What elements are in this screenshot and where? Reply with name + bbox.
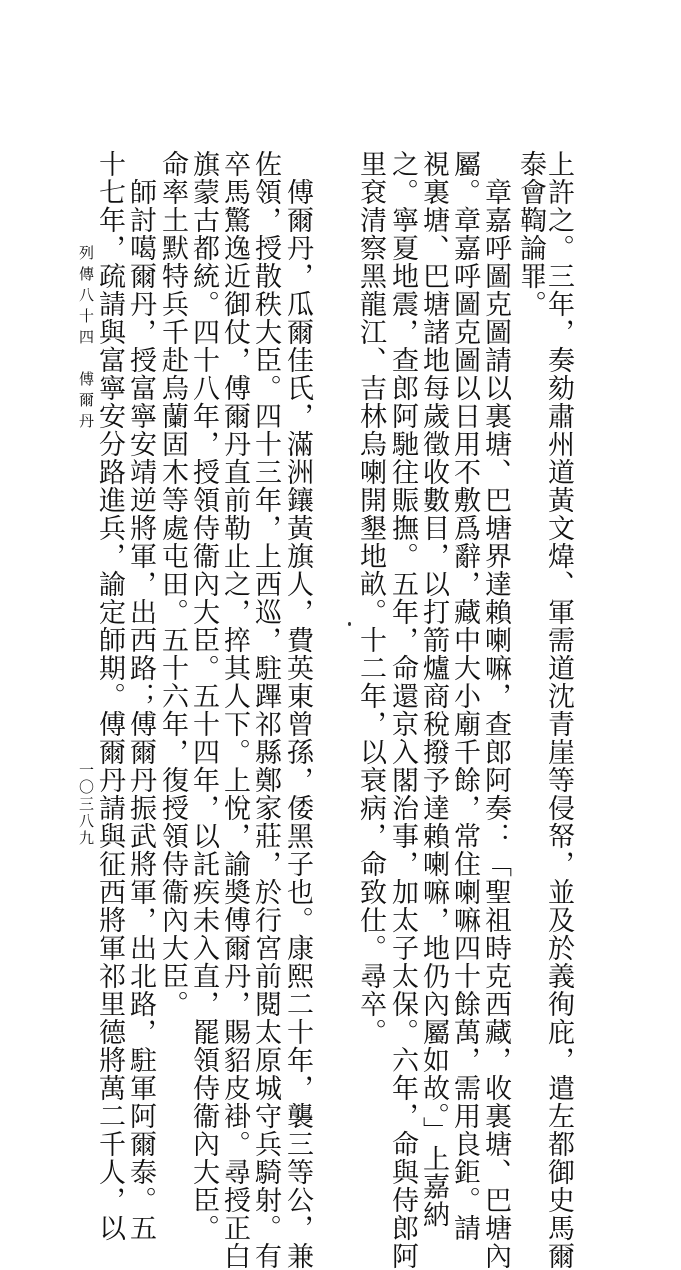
ink-speck — [348, 622, 351, 626]
text-column-12: 命率土默特兵千赴烏蘭固木等處屯田。五十六年，復授領侍衞內大臣。 — [157, 150, 188, 1018]
text-column-5: 視裏塘、巴塘諸地每歲徵收數目，以打箭爐商稅撥予達賴喇嘛，地仍內屬如故。」上嘉納 — [418, 150, 449, 1229]
text-column-3: 章嘉呼圖克圖請以裏塘、巴塘界達賴喇嘛，查郎阿奏：「聖祖時克西藏，收裏塘、巴塘內 — [480, 178, 511, 1270]
text-column-7: 里袞清察黑龍江、吉林烏喇開墾地畝。十二年，以衰病，命致仕。尋卒。 — [355, 150, 386, 1046]
text-column-10: 卒馬驚逸近御仗，傅爾丹直前勒止之，捽其人下。上悅，諭奬傅爾丹，賜貂皮褂。尋授正白 — [219, 150, 250, 1270]
text-column-9: 佐領，授散秩大臣。四十三年，上西巡，駐蹕祁縣鄭家莊，於行宮前閱太原城守兵騎射。有 — [250, 150, 281, 1270]
text-column-8: 傅爾丹，瓜爾佳氏，滿洲鑲黃旗人，費英東曾孫，倭黑子也。康熙二十年，襲三等公，兼 — [282, 178, 313, 1270]
running-title: 列傳八十四 傅爾丹 — [77, 245, 95, 434]
text-column-4: 屬。章嘉呼圖克圖以日用不敷爲辭，藏中大小廟千餘，常住喇嘛四十餘萬，需用良鉅。請 — [449, 150, 480, 1242]
text-column-11: 旗蒙古都統。四十八年，授領侍衞內大臣。五十四年，以託疾未入直，罷領侍衞內大臣。 — [188, 150, 219, 1242]
text-column-1: 上許之。三年，奏劾肅州道黃文煒、軍需道沈青崖等侵帑，並及於義徇庇，遣左都御史馬爾 — [543, 150, 574, 1270]
text-column-13: 師討噶爾丹，授富寧安靖逆將軍，出西路；傅爾丹振武將軍，出北路，駐軍阿爾泰。五 — [125, 178, 156, 1242]
text-column-6: 之。寧夏地震，查郎阿馳往賑撫。五年，命還京入閣治事，加太子太保。六年，命與侍郎阿 — [387, 150, 418, 1270]
text-column-2: 泰會鞫論罪。 — [515, 150, 546, 318]
page-number: 一〇三八九 — [77, 762, 95, 847]
text-column-14: 十七年，疏請與富寧安分路進兵，諭定師期。傅爾丹請與征西將軍祁里德將萬二千人，以 — [94, 150, 125, 1242]
